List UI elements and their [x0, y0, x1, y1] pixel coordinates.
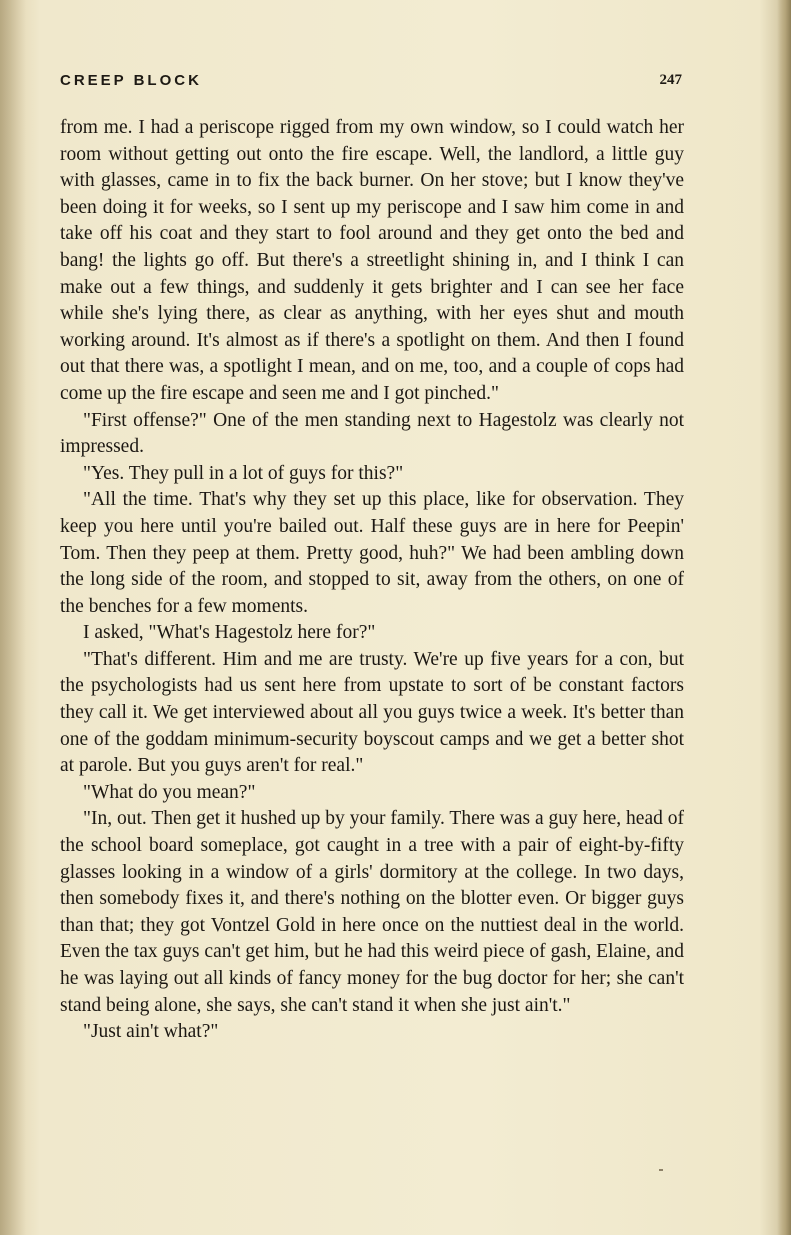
page-number: 247 [659, 72, 682, 88]
binding-shadow [0, 0, 26, 1235]
print-speck [659, 1169, 663, 1171]
paragraph: "All the time. That's why they set up this place, like for observation. They keep you here until you're bailed out. Half these guys are in here for Peepin' Tom. Then they peep at them. Pretty good, huh?" We had been ambling down the long side of the room, and stopped to sit, away from the others, on one of the benches for a few moments. [60, 489, 684, 617]
paragraph: from me. I had a periscope rigged from my own window, so I could watch her room without getting out onto the fire escape. Well, the landlord, a little guy with glasses, came in to fix the back burner. On her stove; but I know they've been doing it for weeks, so I sent up my periscope and I saw him come in and take off his coat and they start to fool around and they get onto the bed and bang! the lights go off. But there's a streetlight shining in, and I think I can make out a few things, and suddenly it gets brighter and I can see her face while she's lying there, as clear as anything, with her eyes shut and mouth working around. It's almost as if there's a spotlight on them. And then I found out that there was, a spotlight I mean, and on me, too, and a couple of cops had come up the fire escape and seen me and I got pinched." [60, 117, 684, 404]
page-edge [777, 0, 791, 1235]
running-head [60, 72, 682, 94]
paragraph: I asked, "What's Hagestolz here for?" [83, 622, 376, 644]
paragraph: "That's different. Him and me are trusty. We're up five years for a con, but the psychologists had us sent here from upstate to sort of be constant factors they call it. We get interviewed about all you guys twice a week. It's better than one of the goddam minimum-security boyscout camps and we get a better shot at parole. But you guys aren't for real." [60, 648, 684, 777]
paragraph: "In, out. Then get it hushed up by your family. There was a guy here, head of the school board someplace, got caught in a tree with a pair of eight-by-fifty glasses looking in a window of a girls' dormitory at the college. In two days, then somebody fixes it, and there's nothing on the blotter even. Or bigger guys than that; they got Vontzel Gold in here once on the nuttiest deal in the world. Even the tax guys can't get him, but he had this weird piece of gash, Elaine, and he was laying out all kinds of fancy money for the bug doctor for her; she can't stand being alone, she says, she can't stand it when she just ain't." [60, 808, 684, 1016]
paragraph: "Just ain't what?" [83, 1021, 219, 1043]
paragraph: "Yes. They pull in a lot of guys for this?" [83, 462, 404, 484]
paragraph: "First offense?" One of the men standing next to Hagestolz was clearly not impressed. [60, 409, 684, 458]
paragraph: "What do you mean?" [83, 781, 256, 803]
chapter-title: CREEP BLOCK [60, 72, 202, 89]
body-text [60, 115, 684, 1046]
